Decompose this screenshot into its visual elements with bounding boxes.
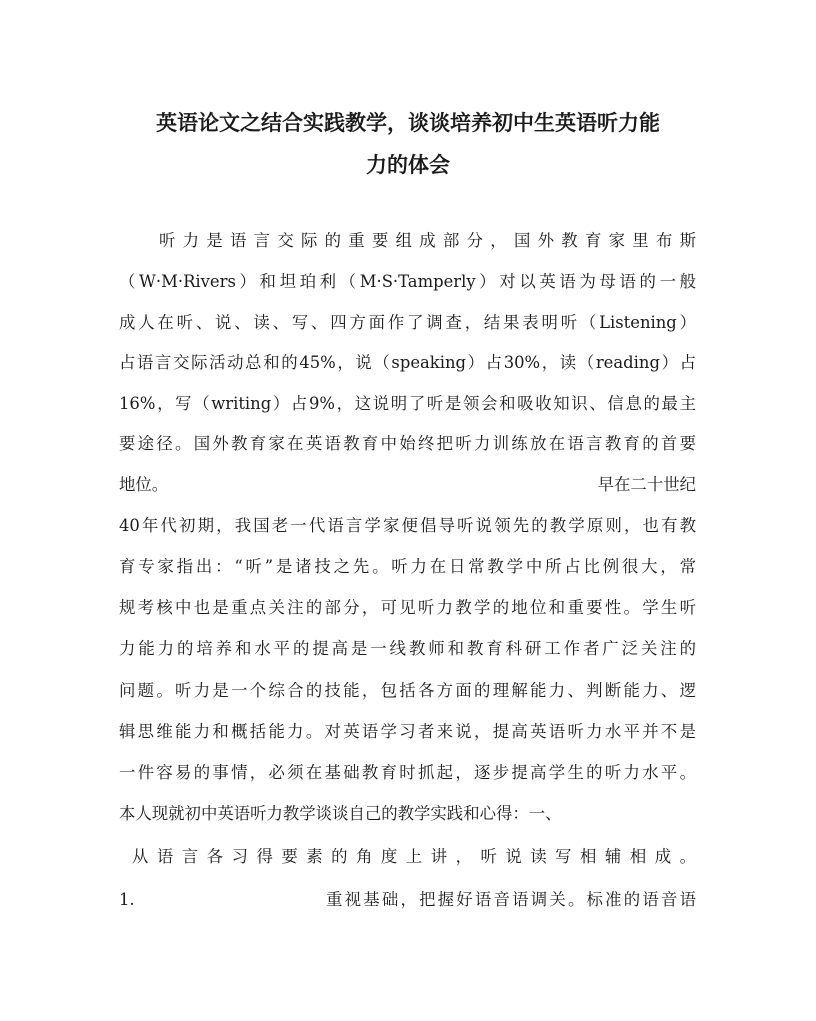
paragraph-line-9: 育专家指出：“听”是诸技之先。听力在日常教学中所占比例很大，常 xyxy=(119,557,696,576)
title-line-1: 英语论文之结合实践教学，谈谈培养初中生英语听力能 xyxy=(156,110,660,135)
line-7-right: 早在二十世纪 xyxy=(597,475,696,494)
paragraph-line-13: 辑思维能力和概括能力。对英语学习者来说，提高英语听力水平并不是 xyxy=(119,722,696,741)
document-title xyxy=(110,102,706,186)
title-line-2: 力的体会 xyxy=(366,152,450,177)
list-number: 1. xyxy=(119,890,135,909)
line-17-text: 重视基础，把握好语音语调关。标准的语音语 xyxy=(326,890,696,909)
line-7-left: 地位。 xyxy=(119,475,169,494)
paragraph-line-2: （W·M·Rivers）和坦珀利（M·S·Tamperly）对以英语为母语的一般 xyxy=(119,272,696,291)
paragraph-line-15: 本人现就初中英语听力教学谈谈自己的教学实践和心得：一、 xyxy=(119,804,562,823)
paragraph-line-14: 一件容易的事情，必须在基础教育时抓起，逐步提高学生的听力水平。 xyxy=(119,763,696,782)
paragraph-line-1: 听力是语言交际的重要组成部分，国外教育家里布斯 xyxy=(159,231,696,250)
paragraph-line-8: 40年代初期，我国老一代语言学家便倡导听说领先的教学原则，也有教 xyxy=(119,516,696,535)
paragraph-line-7 xyxy=(119,474,696,496)
paragraph-line-12: 问题。听力是一个综合的技能，包括各方面的理解能力、判断能力、逻 xyxy=(119,681,696,700)
paragraph-line-16: 从语言各习得要素的角度上讲，听说读写相辅相成。 xyxy=(132,847,696,866)
paragraph-line-17 xyxy=(119,889,696,911)
paragraph-line-11: 力能力的培养和水平的提高是一线教师和教育科研工作者广泛关注的 xyxy=(119,639,696,658)
paragraph-line-4: 占语言交际活动总和的45%，说（speaking）占30%，读（reading）占 xyxy=(119,353,696,372)
paragraph-line-10: 规考核中也是重点关注的部分，可见听力教学的地位和重要性。学生听 xyxy=(119,598,696,617)
paragraph-line-3: 成人在听、说、读、写、四方面作了调查，结果表明听（Listening） xyxy=(119,313,696,332)
paragraph-line-6: 要途径。国外教育家在英语教育中始终把听力训练放在语言教育的首要 xyxy=(119,434,696,453)
paragraph-line-5: 16%，写（writing）占9%，这说明了听是领会和吸收知识、信息的最主 xyxy=(119,394,696,413)
